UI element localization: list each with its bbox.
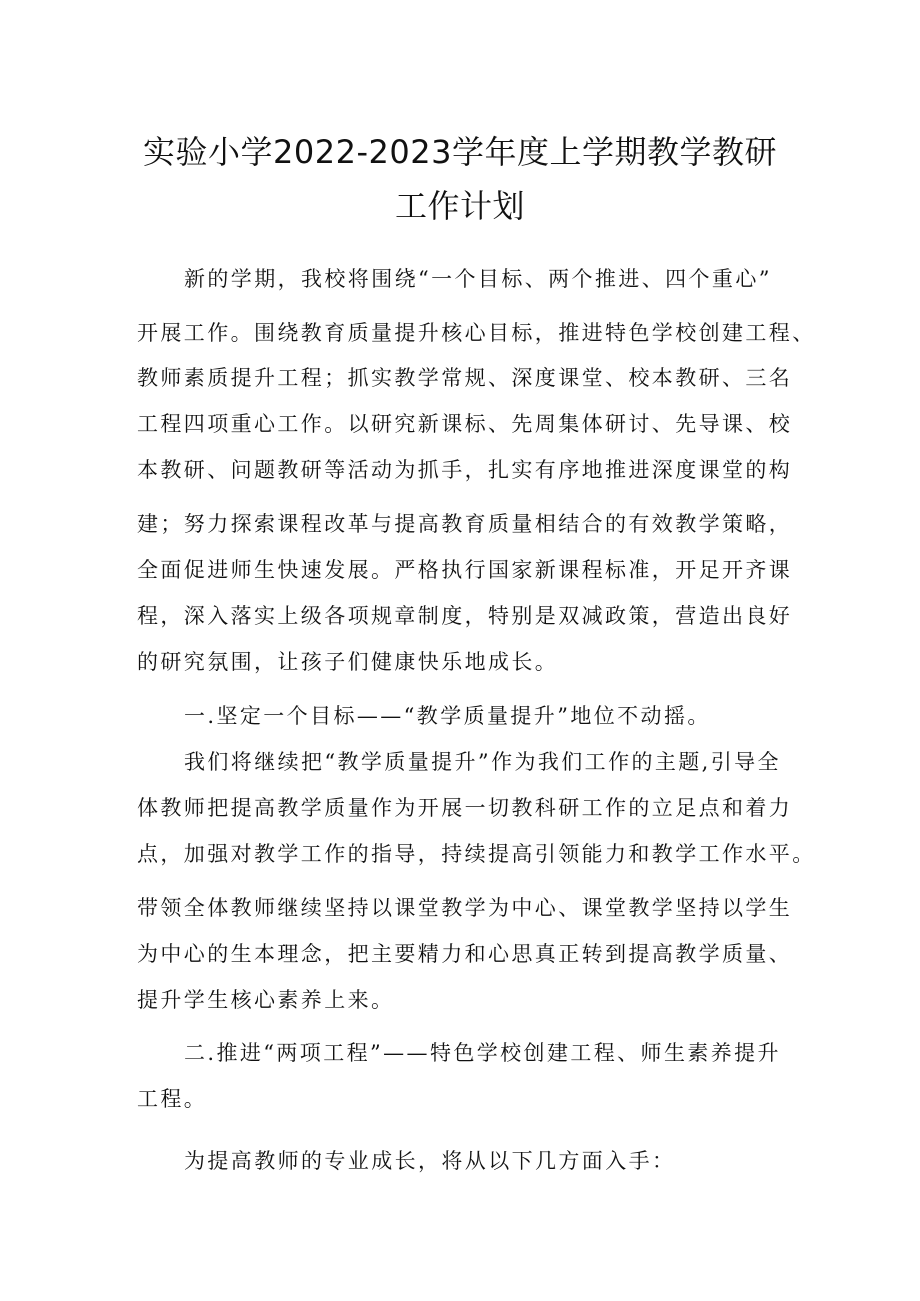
paragraph-line: 教师素质提升工程；抓实教学常规、深度课堂、校本教研、三名 — [137, 366, 793, 390]
paragraph-line: 为中心的生本理念，把主要精力和心思真正转到提高教学质量、 — [137, 942, 793, 966]
paragraph-line: 我们将继续把“教学质量提升”作为我们工作的主题,引导全 — [184, 750, 781, 774]
paragraph-line: 建；努力探索课程改革与提高教育质量相结合的有效教学策略， — [137, 512, 793, 536]
paragraph-line: 工程四项重心工作。以研究新课标、先周集体研讨、先导课、校 — [137, 412, 793, 436]
paragraph-line: 点，加强对教学工作的指导，持续提高引领能力和教学工作水平。 — [137, 842, 816, 866]
paragraph-line: 为提高教师的专业成长，将从以下几方面入手： — [184, 1149, 676, 1173]
document-title-line-1: 实验小学2022-2023学年度上学期教学教研 — [143, 133, 777, 171]
paragraph-line: 本教研、问题教研等活动为抓手，扎实有序地推进深度课堂的构 — [137, 458, 793, 482]
section-heading-2: 二.推进“两项工程”——特色学校创建工程、师生素养提升 — [184, 1041, 781, 1065]
paragraph-line: 开展工作。围绕教育质量提升核心目标，推进特色学校创建工程、 — [137, 321, 816, 345]
paragraph-line: 工程。 — [137, 1087, 208, 1111]
paragraph-line: 新的学期，我校将围绕“一个目标、两个推进、四个重心” — [184, 267, 772, 291]
document-title-line-2: 工作计划 — [394, 187, 525, 225]
paragraph-line: 提升学生核心素养上来。 — [137, 988, 395, 1012]
paragraph-line: 带领全体教师继续坚持以课堂教学为中心、课堂教学坚持以学生 — [137, 896, 793, 920]
paragraph-line: 体教师把提高教学质量作为开展一切教科研工作的立足点和着力 — [137, 796, 793, 820]
section-heading-1: 一.坚定一个目标——“教学质量提升”地位不动摇。 — [184, 704, 711, 728]
paragraph-line: 程，深入落实上级各项规章制度，特别是双减政策，营造出良好 — [137, 604, 793, 628]
paragraph-line: 的研究氛围，让孩子们健康快乐地成长。 — [137, 650, 559, 674]
paragraph-line: 全面促进师生快速发展。严格执行国家新课程标准，开足开齐课 — [137, 558, 793, 582]
